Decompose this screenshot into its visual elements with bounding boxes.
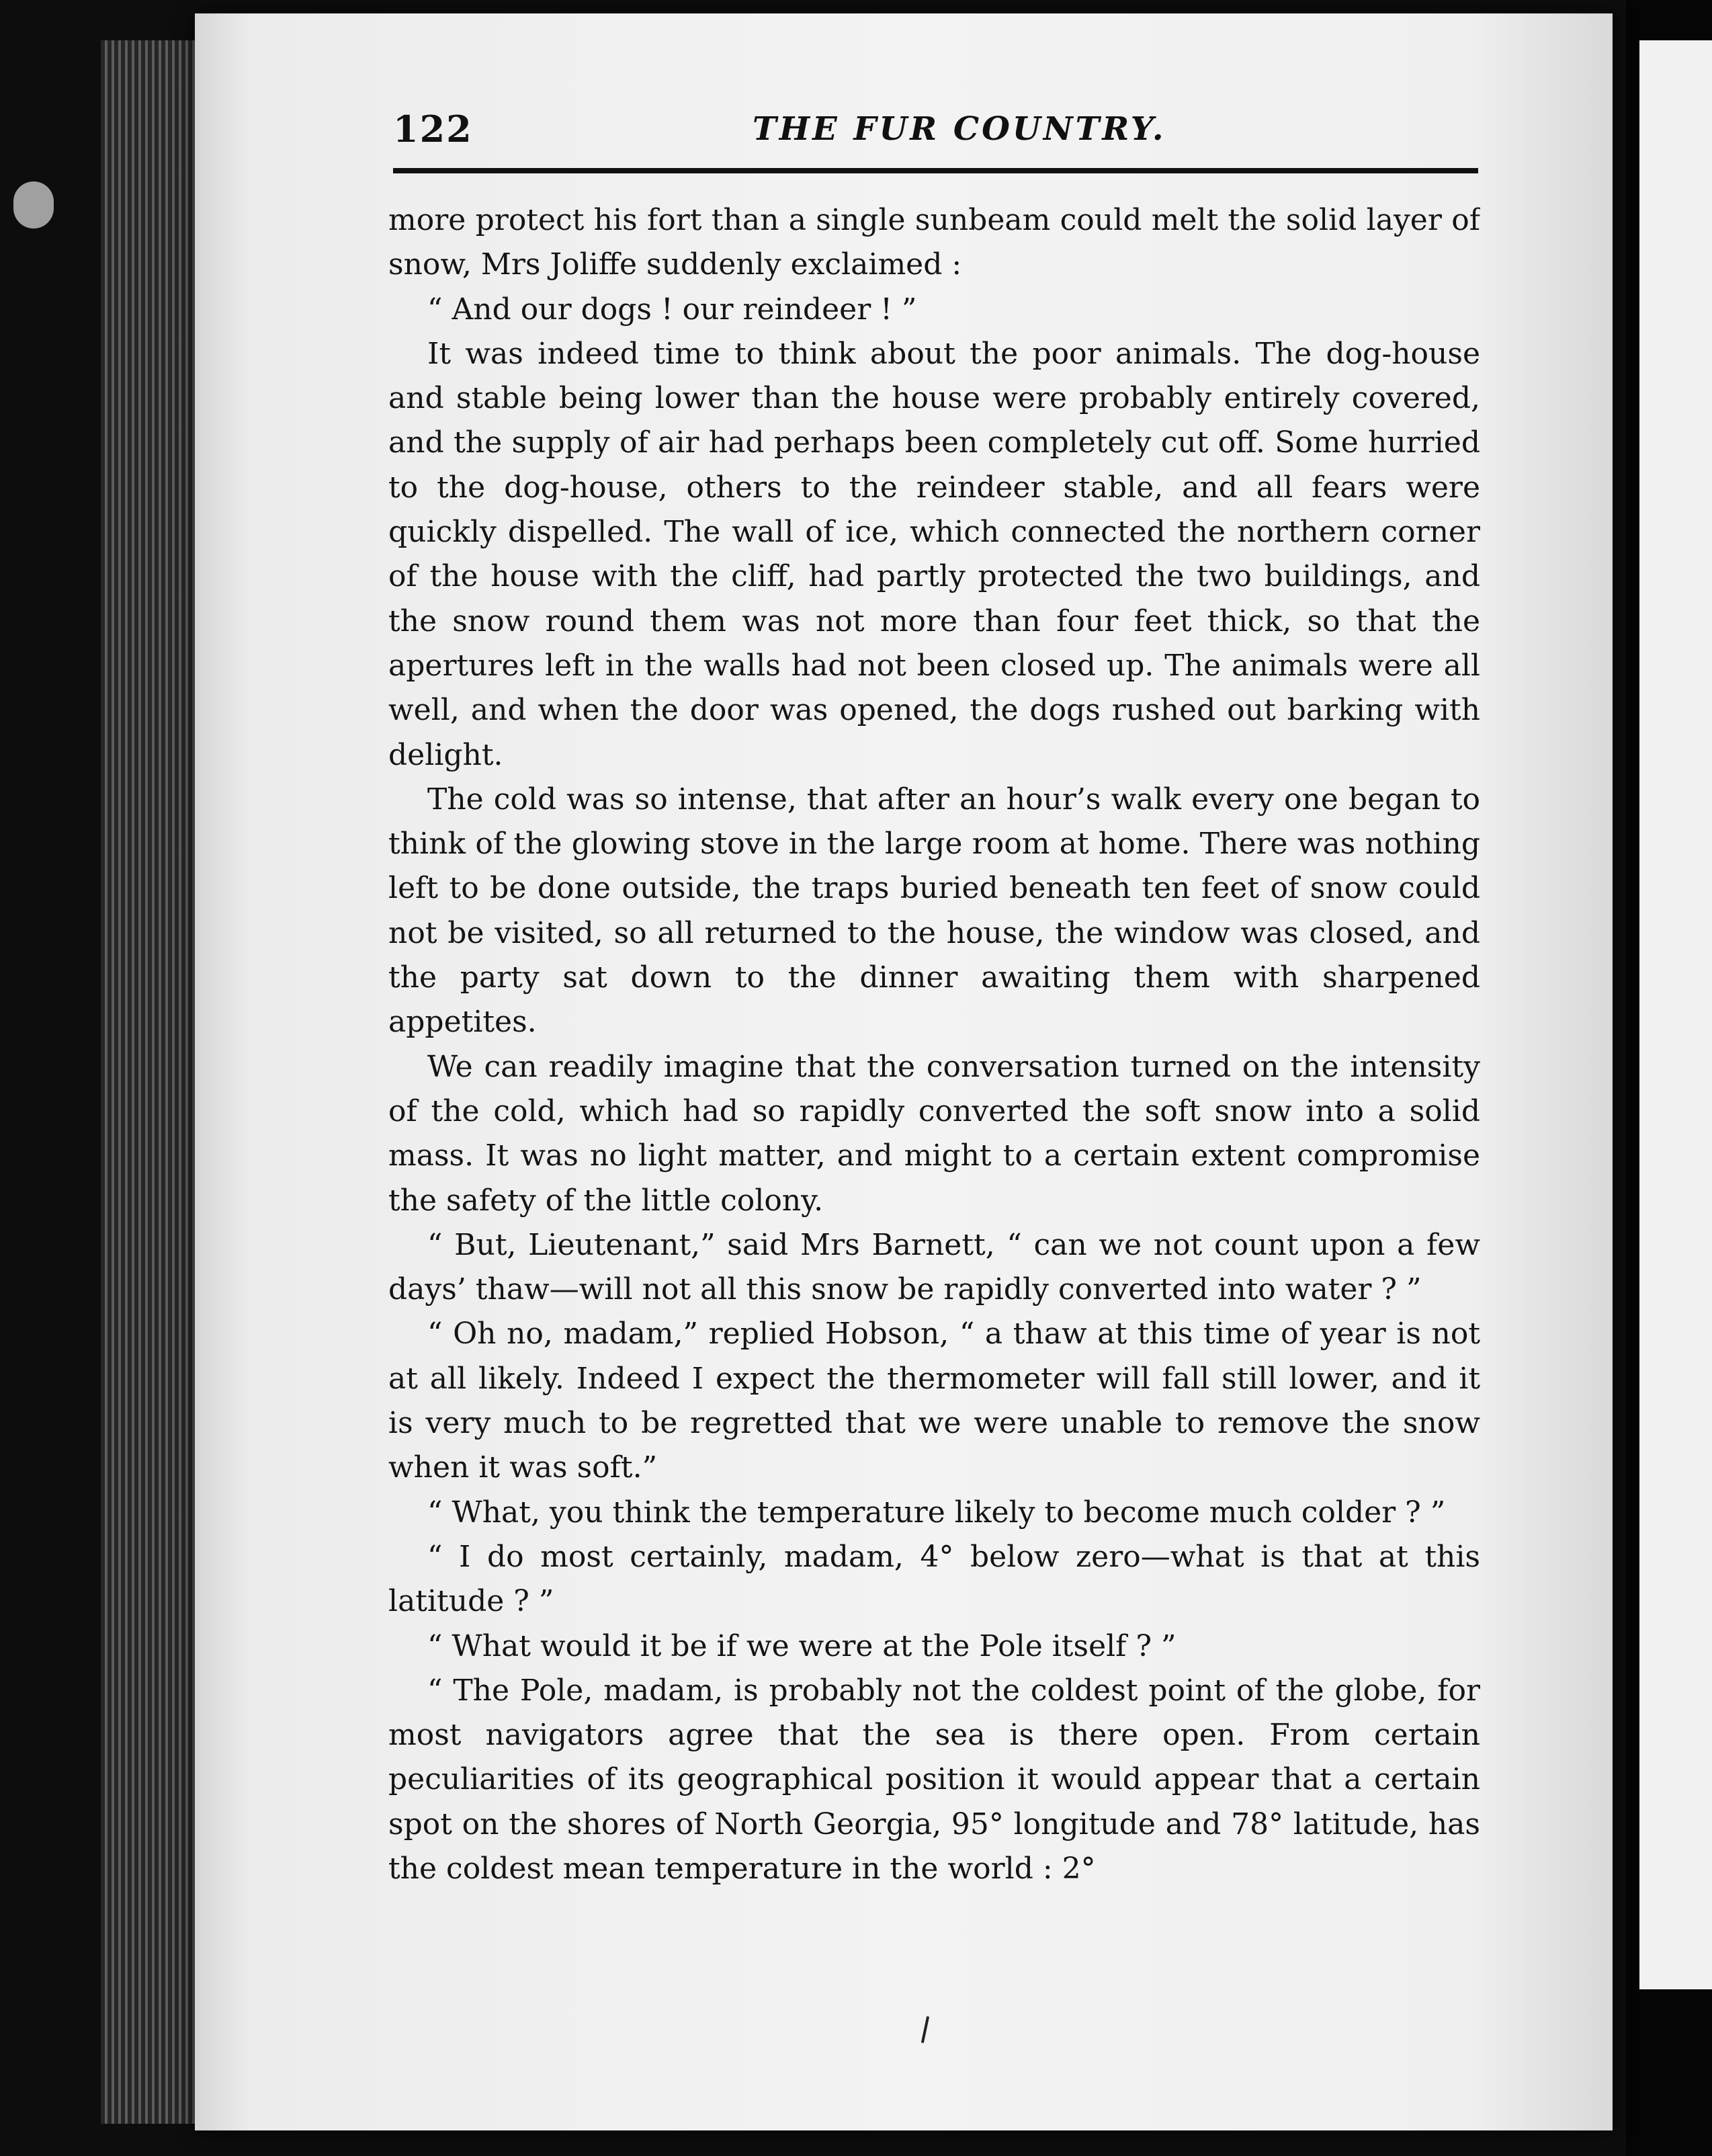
book-page-edges (101, 40, 202, 2124)
page-number: 122 (393, 108, 473, 151)
paragraph: It was indeed time to think about the poor animals. The dog-house and stable being lower than the house were probably entirely covered, and the supply of air had perhaps been completely cut off. Some hurried to the dog-house, others to the reindeer stable, and all fears were quickly dispelled. The wall of ice, which connected the northern corner of the house with the cliff, had partly protected the two buildings, and the snow round them was not more than four feet thick, so that the apertures left in the walls had not been closed up. The animals were all well, and when the door was opened, the dogs rushed out barking with delight. (388, 336, 1480, 772)
paragraph: We can readily imagine that the conversation turned on the intensity of the cold, which had so rapidly converted the soft snow into a solid mass. It was no light matter, and might to a certain extent compromise the safety of the little colony. (388, 1049, 1480, 1218)
paragraph: “ And our dogs ! our reindeer ! ” (427, 292, 917, 327)
paragraph: “ But, Lieutenant,” said Mrs Barnett, “ can we not count upon a few days’ thaw—will not all this snow be rapidly converted into water ? ” (388, 1227, 1480, 1307)
paragraph: “ I do most certainly, madam, 4° below zero—what is that at this latitude ? ” (388, 1539, 1480, 1619)
body-text (388, 198, 1480, 2020)
paragraph: “ What, you think the temperature likely to become much colder ? ” (427, 1495, 1446, 1530)
header-rule (393, 168, 1478, 173)
paragraph: “ The Pole, madam, is probably not the coldest point of the globe, for most navigators agree that the sea is there open. From certain peculiarities of its geographical position it would appear that a certain spot on the shores of North Georgia, 95° longitude and 78° latitude, has the coldest mean temperature in the world : 2° (388, 1673, 1480, 1886)
paragraph: “ What would it be if we were at the Pole itself ? ” (427, 1628, 1176, 1663)
paragraph: “ Oh no, madam,” replied Hobson, “ a thaw at this time of year is not at all likely. Indeed I expect the thermometer will fall still lower, and it is very much to be regretted that we were unable to remove the snow when it was soft.” (388, 1317, 1480, 1485)
paragraph: more protect his fort than a single sunbeam could melt the solid layer of snow, Mrs Joliffe suddenly exclaimed : (388, 203, 1480, 282)
running-title: THE FUR COUNTRY. (753, 110, 1166, 148)
scan-smudge (13, 181, 54, 229)
page-header (393, 108, 1478, 155)
facing-page-edge (1639, 40, 1712, 1989)
paragraph: The cold was so intense, that after an hour’s walk every one began to think of the glowing stove in the large room at home. There was nothing left to be done outside, the traps buried beneath ten feet of snow could not be visited, so all returned to the house, the window was closed, and the party sat down to the dinner awaiting them with sharpened appetites. (388, 782, 1480, 1040)
